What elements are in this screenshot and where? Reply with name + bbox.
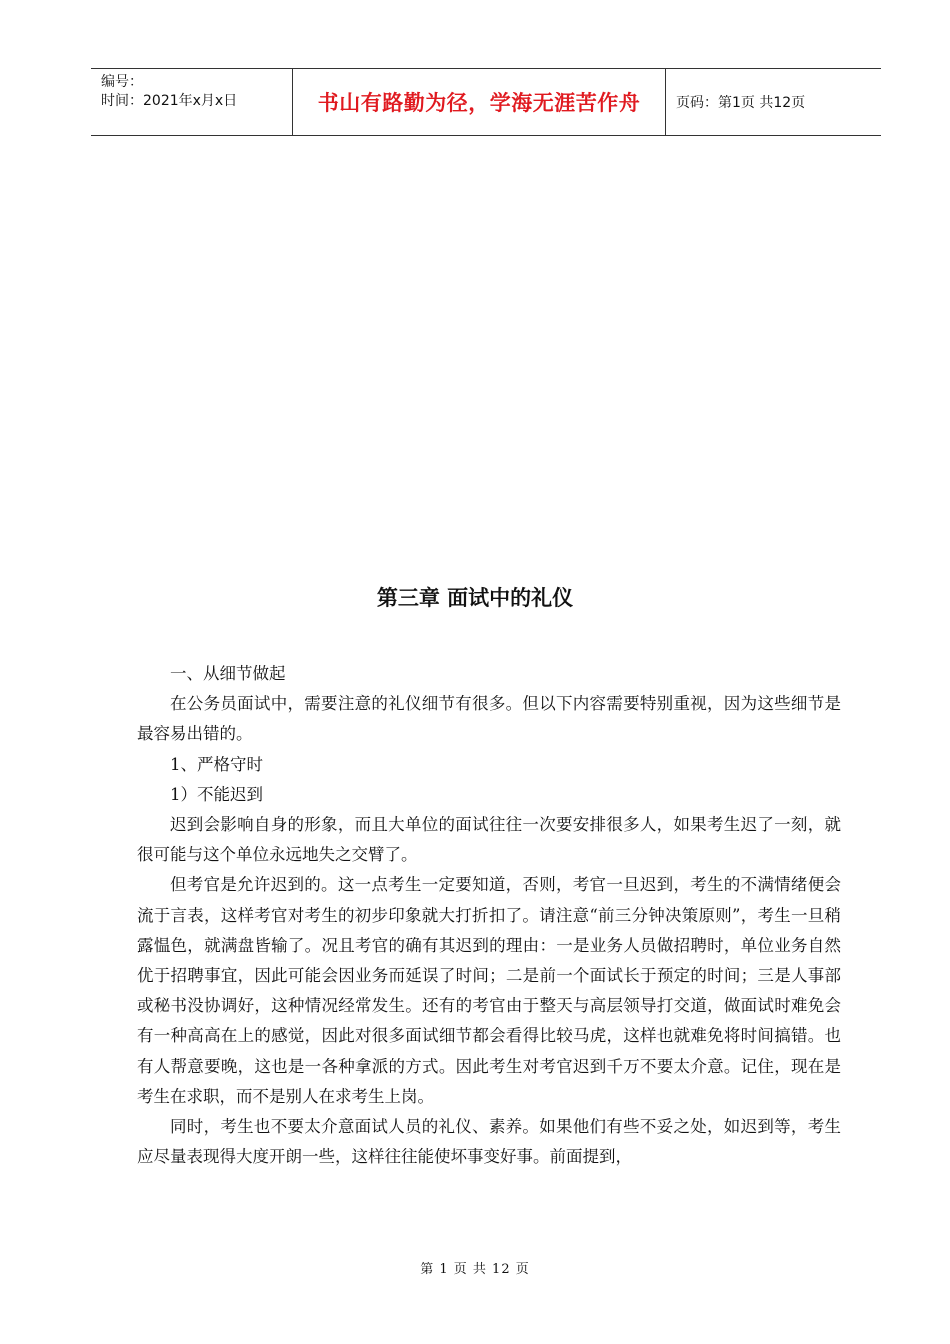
header-motto: 书山有路勤为径，学海无涯苦作舟 <box>317 91 641 115</box>
document-body <box>137 659 841 1172</box>
header-page-info: 页码：第1页 共12页 <box>676 95 806 111</box>
document-header <box>91 68 881 136</box>
document-number-label: 编号： <box>101 74 143 90</box>
chapter-title: 第三章 面试中的礼仪 <box>376 586 574 610</box>
paragraph: 同时，考生也不要太介意面试人员的礼仪、素养。如果他们有些不妥之处，如迟到等，考生应尽量表现得大度开朗一些，这样往往能使坏事变好事。前面提到， <box>137 1117 841 1167</box>
paragraph: 迟到会影响自身的形象，而且大单位的面试往往一次要安排很多人，如果考生迟了一刻，就很可能与这个单位永远地失之交臂了。 <box>137 815 841 865</box>
document-date: 时间：2021年x月x日 <box>101 93 238 109</box>
subsection-heading: 1）不能迟到 <box>170 784 263 804</box>
header-motto-cell <box>293 69 666 135</box>
header-page-info-cell <box>666 69 881 135</box>
section-heading: 一、从细节做起 <box>170 664 286 683</box>
paragraph: 但考官是允许迟到的。这一点考生一定要知道，否则，考官一旦迟到，考生的不满情绪便会流于言表，这样考官对考生的初步印象就大打折扣了。请注意“前三分钟决策原则”，考生一旦稍露愠色，就满盘皆输了。况且考官的确有其迟到的理由：一是业务人员做招聘时，单位业务自然优于招聘事宜，因此可能会因业务而延误了时间；二是前一个面试长于预定的时间；三是人事部或秘书没协调好，这种情况经常发生。还有的考官由于整天与高层领导打交道，做面试时难免会有一种高高在上的感觉，因此对很多面试细节都会看得比较马虎，这样也就难免将时间搞错。也有人帮意要晚，这也是一各种拿派的方式。因此考生对考官迟到千万不要太介意。记住，现在是考生在求职，而不是别人在求考生上岗。 <box>137 875 841 1106</box>
paragraph: 在公务员面试中，需要注意的礼仪细节有很多。但以下内容需要特别重视，因为这些细节是最容易出错的。 <box>137 694 841 744</box>
page-footer: 第 1 页 共 12 页 <box>420 1262 530 1277</box>
subsection-heading: 1、严格守时 <box>170 754 263 774</box>
header-meta <box>91 69 293 135</box>
